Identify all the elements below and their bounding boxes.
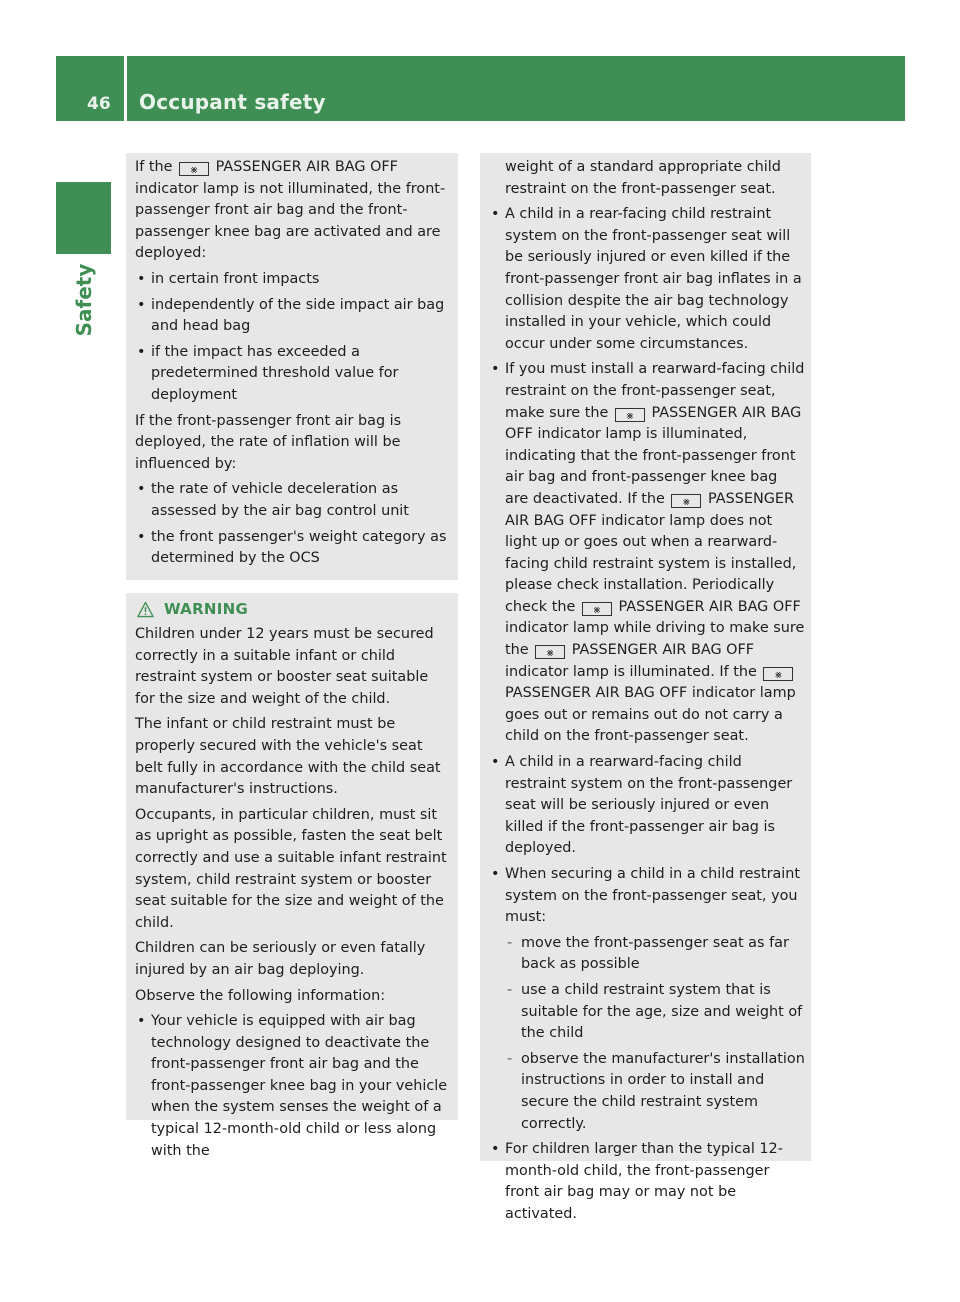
list-item: • the front passenger's weight category as determined by the OCS [135,527,452,570]
header-separator [124,56,127,121]
paragraph: Children can be seriously or even fatally injured by an air bag deploying. [135,940,426,978]
passenger-airbag-off-icon: ⨳ [179,162,209,176]
sub-list-item: - use a child restraint system that is suitable for the age, size and weight of the child [489,980,805,1045]
paragraph: The infant or child restraint must be properly secured with the vehicle's seat belt fully in accordance with the child seat manufacturer's instructions. [135,716,441,798]
list-item: • When securing a child in a child restraint system on the front-passenger seat, you must: [489,864,805,929]
warning-box [126,593,458,1159]
warning-header [135,596,452,622]
sub-list-item: - observe the manufacturer's installation instructions in order to install and secure the child restraint system correctly. [489,1049,805,1135]
passenger-airbag-off-icon: ⨳ [535,645,565,659]
sub-list-item: - move the front-passenger seat as far back as possible [489,933,805,976]
paragraph: If the front-passenger front air bag is deployed, the rate of inflation will be influenced by: [135,412,402,472]
list-item: • A child in a rear-facing child restraint system on the front-passenger seat will be seriously injured or even killed if the front-passenger front air bag inflates in a collision despite the air bag technology installed in your vehicle, which could occur under some circumstances. [489,204,805,355]
list-item: • in certain front impacts [135,269,452,291]
paragraph: Occupants, in particular children, must sit as upright as possible, fasten the seat belt correctly and use a suitable infant restraint system, child restraint system or booster seat suitable for the size and weight of the child. [135,806,447,931]
list-item: • A child in a rearward-facing child restraint system on the front-passenger seat will be seriously injured or even killed if the front-passenger air bag is deployed. [489,752,805,860]
airbag-info-box [126,153,458,580]
paragraph: If the ⨳ PASSENGER AIR BAG OFF indicator lamp is not illuminated, the front-passenger front air bag and the front-passenger knee bag are activated and are deployed: [135,159,446,262]
list-item: • If you must install a rearward-facing child restraint on the front-passenger seat, make sure the ⨳ PASSENGER AIR BAG OFF indicator lamp is illuminated, indicating that the front-passenger front air bag and front-passenger knee bag are deactivated. If the ⨳ PASSENGER AIR BAG OFF indicator lamp does not light up or goes out when a rearward-facing child restraint system is installed, please check installation. Periodically check the ⨳ PASSENGER AIR BAG OFF indicator lamp while driving to make sure the ⨳ PASSENGER AIR BAG OFF indicator lamp is illuminated. If the ⨳ PASSENGER AIR BAG OFF indicator lamp goes out or remains out do not carry a child on the front-passenger seat. [489,359,805,748]
list-item: • Your vehicle is equipped with air bag technology designed to deactivate the front-passenger front air bag and the front-passenger knee bag in your vehicle when the system senses the weight of a typical 12-month-old child or less along with the [135,1011,452,1162]
passenger-airbag-off-icon: ⨳ [763,667,793,681]
page-number: 46 [87,94,111,114]
passenger-airbag-off-icon: ⨳ [582,602,612,616]
list-item: • the rate of vehicle deceleration as assessed by the air bag control unit [135,479,452,522]
warning-triangle-icon [137,601,154,618]
passenger-airbag-off-icon: ⨳ [615,408,645,422]
side-tab-marker [56,182,111,254]
warning-title: WARNING [164,600,249,618]
page-title: Occupant safety [139,90,326,114]
list-item: • For children larger than the typical 12-month-old child, the front-passenger front air bag may or may not be activated. [489,1139,805,1225]
paragraph: Observe the following information: [135,987,386,1004]
side-tab-label: Safety [72,263,96,337]
passenger-airbag-off-icon: ⨳ [671,494,701,508]
list-item: • independently of the side impact air bag and head bag [135,295,452,338]
warning-box-continued [480,153,811,1222]
paragraph: weight of a standard appropriate child restraint on the front-passenger seat. [505,159,781,197]
paragraph: Children under 12 years must be secured correctly in a suitable infant or child restraint system or booster seat suitable for the size and weight of the child. [135,626,434,707]
list-item: • if the impact has exceeded a predetermined threshold value for deployment [135,342,452,407]
